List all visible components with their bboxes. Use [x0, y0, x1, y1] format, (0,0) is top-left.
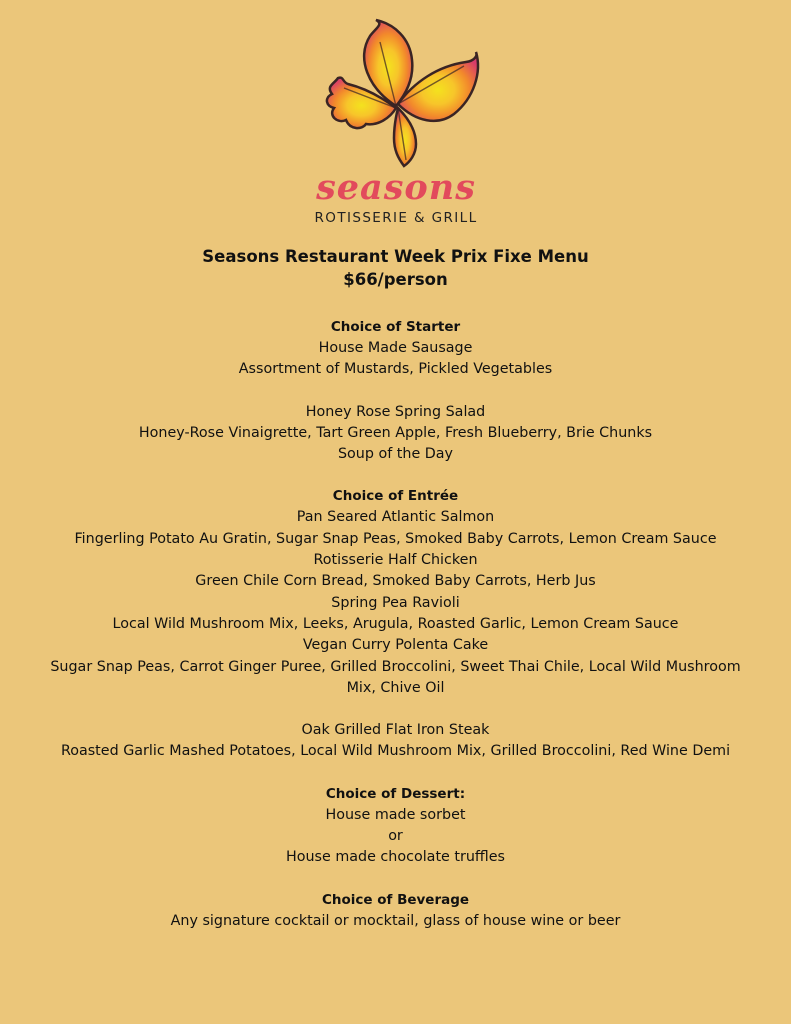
- spacer: [0, 381, 791, 402]
- starter-section: [0, 317, 791, 465]
- section-heading: Choice of Starter: [330, 319, 461, 335]
- dish-name: Vegan Curry Polenta Cake: [302, 637, 489, 654]
- dish-name: Oak Grilled Flat Iron Steak: [301, 722, 490, 739]
- dish-description: Roasted Garlic Mashed Potatoes, Local Wild Mushroom Mix, Grilled Broccolini, Red Wine Demi: [60, 743, 731, 760]
- dish-name: House Made Sausage: [318, 340, 473, 356]
- dish-name: Honey Rose Spring Salad: [305, 403, 486, 420]
- spacer: [0, 465, 791, 486]
- entree-section: [0, 486, 791, 762]
- section-heading: Choice of Dessert:: [325, 785, 466, 802]
- dish-description: Honey-Rose Vinaigrette, Tart Green Apple, Fresh Blueberry, Brie Chunks: [138, 424, 653, 441]
- dessert-option: House made chocolate truffles: [285, 849, 506, 866]
- dish-name: Spring Pea Ravioli: [331, 594, 460, 611]
- section-heading: Choice of Entrée: [332, 488, 459, 505]
- dessert-option: House made sorbet: [325, 806, 466, 823]
- menu-content: [0, 245, 791, 932]
- menu-title: Seasons Restaurant Week Prix Fixe Menu: [202, 247, 589, 266]
- beverage-section: [0, 890, 791, 932]
- dish-description: Sugar Snap Peas, Carrot Ginger Puree, Grilled Broccolini, Sweet Thai Chile, Local Wild Mushroom: [50, 658, 741, 675]
- spacer: [0, 869, 791, 890]
- spacer: [0, 763, 791, 784]
- section-heading: Choice of Beverage: [321, 891, 470, 908]
- dessert-section: [0, 784, 791, 869]
- dessert-separator: or: [388, 828, 403, 845]
- logo-subtitle: ROTISSERIE & GRILL: [314, 210, 478, 226]
- dish-description: Fingerling Potato Au Gratin, Sugar Snap Peas, Smoked Baby Carrots, Lemon Cream Sauce: [74, 530, 717, 547]
- spacer: [0, 699, 791, 720]
- restaurant-logo: [298, 18, 494, 230]
- menu-price: $66/person: [343, 270, 448, 289]
- dish-name: Soup of the Day: [337, 446, 454, 463]
- leaf-logo-icon: [298, 18, 494, 168]
- dish-description: Local Wild Mushroom Mix, Leeks, Arugula, Roasted Garlic, Lemon Cream Sauce: [112, 615, 679, 632]
- dish-description-continued: Mix, Chive Oil: [346, 679, 445, 696]
- dish-name: Rotisserie Half Chicken: [313, 552, 478, 569]
- logo-wordmark: seasons: [316, 167, 476, 208]
- dish-description: Green Chile Corn Bread, Smoked Baby Carrots, Herb Jus: [195, 573, 596, 590]
- dish-name: Pan Seared Atlantic Salmon: [296, 509, 495, 526]
- dish-description: Assortment of Mustards, Pickled Vegetables: [238, 361, 553, 378]
- beverage-description: Any signature cocktail or mocktail, glass of house wine or beer: [170, 912, 621, 929]
